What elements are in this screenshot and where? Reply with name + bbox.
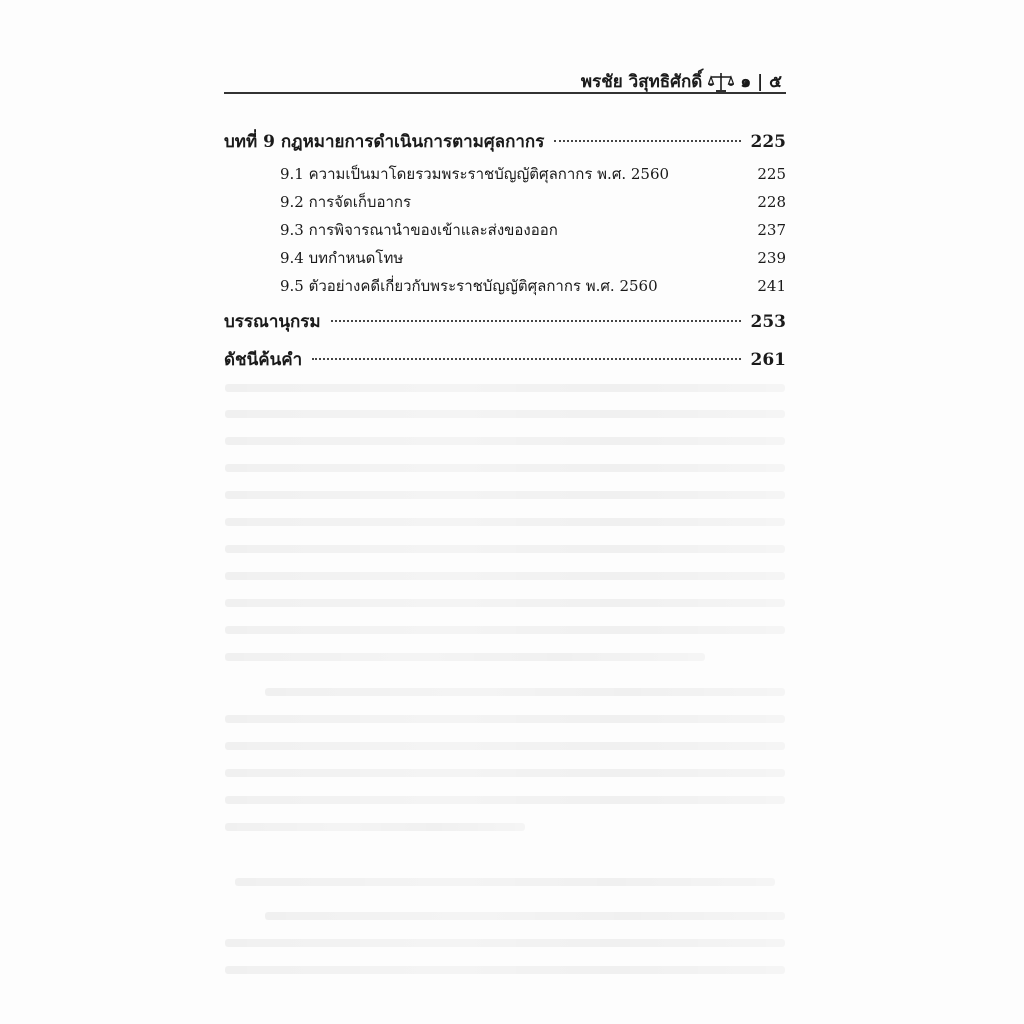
toc-section-page: 225 (757, 165, 786, 183)
toc-section-title: 9.5 ตัวอย่างคดีเกี่ยวกับพระราชบัญญัติศุลกากร พ.ศ. 2560 (280, 277, 658, 295)
toc-section-page: 241 (757, 277, 786, 295)
toc-section-page: 237 (757, 221, 786, 239)
toc-section-row (224, 218, 786, 246)
toc-index-row (224, 346, 786, 380)
header-page-marker: ๑ | ๕ (740, 72, 782, 92)
table-of-contents (224, 128, 786, 380)
toc-section-page: 239 (757, 249, 786, 267)
toc-section-row (224, 274, 786, 302)
toc-index-page: 261 (750, 350, 786, 370)
toc-bibliography-row (224, 308, 786, 342)
toc-section-title: 9.3 การพิจารณานำของเข้าและส่งของออก (280, 221, 558, 239)
toc-section-row (224, 246, 786, 274)
toc-section-title: 9.2 การจัดเก็บอากร (280, 193, 412, 211)
toc-chapter-title: บทที่ 9 กฎหมายการดำเนินการตามศุลกากร (224, 132, 545, 152)
toc-section-title: 9.1 ความเป็นมาโดยรวมพระราชบัญญัติศุลกากร พ.ศ. 2560 (280, 165, 670, 183)
dot-leader (331, 320, 741, 322)
toc-bibliography-page: 253 (750, 312, 786, 332)
header-rule (224, 92, 786, 94)
header-text (581, 68, 782, 95)
toc-bibliography-title: บรรณานุกรม (224, 312, 321, 332)
toc-chapter-page: 225 (750, 132, 786, 152)
toc-section-row (224, 162, 786, 190)
toc-chapter-row (224, 128, 786, 162)
header-author: พรชัย วิสุทธิศักดิ์ (580, 72, 703, 92)
dot-leader (312, 358, 740, 360)
toc-section-row (224, 190, 786, 218)
toc-index-title: ดัชนีค้นคำ (224, 350, 303, 370)
toc-section-title: 9.4 บทกำหนดโทษ (280, 249, 404, 267)
toc-section-page: 228 (757, 193, 786, 211)
scales-of-justice-icon (708, 71, 734, 93)
dot-leader (554, 140, 740, 142)
running-header (224, 64, 786, 94)
